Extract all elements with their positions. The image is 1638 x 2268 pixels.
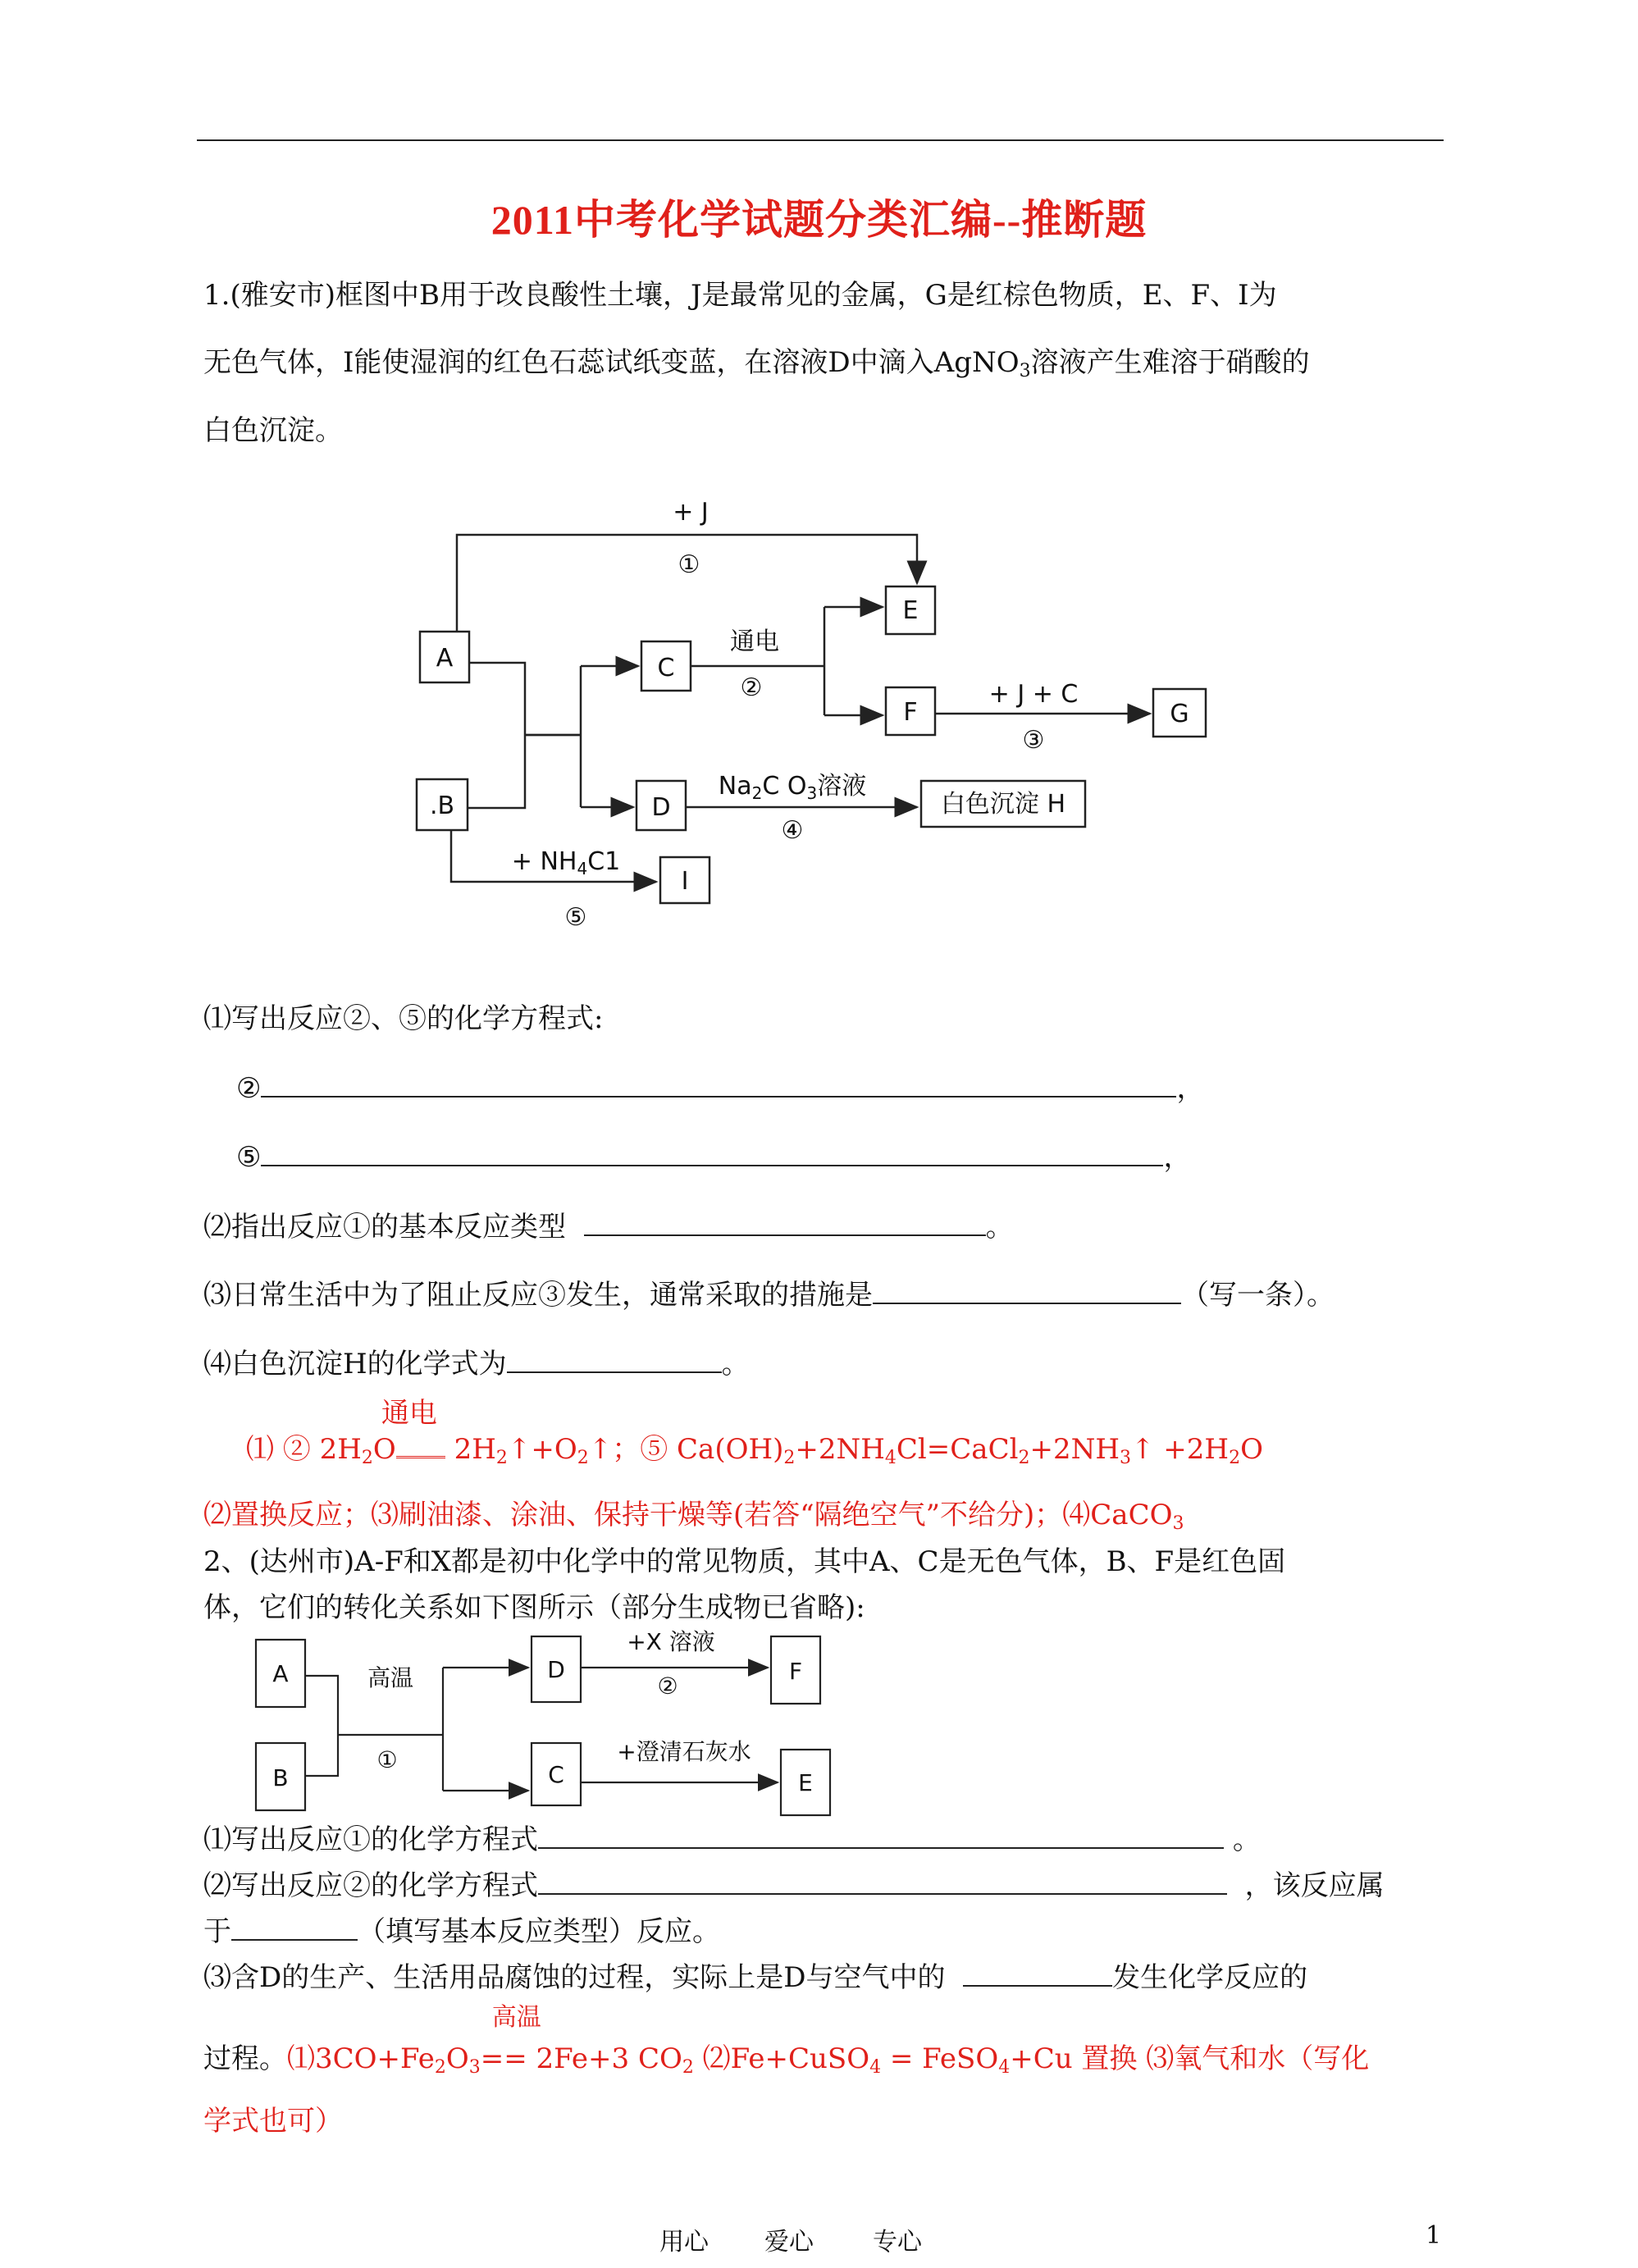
q1-sub2: ⑵指出反应①的基本反应类型 。 — [203, 1211, 1014, 1244]
q1-line1: 1.(雅安市)框图中B用于改良酸性土壤，J是最常见的金属，G是红棕色物质，E、F、I为 — [203, 279, 1277, 312]
q2-sub1: ⑴写出反应①的化学方程式 。 — [203, 1823, 1261, 1856]
q2-sub2: ⑵写出反应②的化学方程式 ，该反应属 — [203, 1869, 1385, 1902]
q2-line1: 2、(达州市)A-F和X都是初中化学中的常见物质，其中A、C是无色气体，B、F是红色固 — [203, 1545, 1286, 1578]
q1-sub3: ⑶日常生活中为了阻止反应③发生，通常采取的措施是 （写一条）。 — [203, 1279, 1335, 1312]
box-a-label: A — [436, 644, 454, 673]
q2-box-d-label: D — [547, 1656, 565, 1683]
box-g-label: G — [1170, 700, 1189, 728]
q2-label-num1: ① — [376, 1746, 398, 1773]
box-f-label: F — [903, 698, 918, 727]
q1-blank-2: ② ， — [236, 1072, 1205, 1105]
q2-label-x: +X 溶液 — [627, 1628, 715, 1655]
label-nh4cl: + $NH_4C1$ — [511, 847, 621, 878]
q2-box-b-label: B — [272, 1764, 289, 1791]
q2-box-a-label: A — [272, 1660, 289, 1687]
q2-box-c-label: C — [548, 1761, 564, 1788]
q2-answer-2: 学式也可） — [203, 2105, 343, 2138]
page-title: 2011中考化学试题分类汇编--推断题 — [490, 197, 1148, 243]
q2-diagram — [246, 1628, 837, 1817]
q2-answer-1: 过程。$⑴3CO+Fe_2O_3==$ 高温 2Fe+3 $CO_2$ ⑵Fe+CuSO$_4$ = FeSO$_4$+Cu 置换 ⑶氧气和水（写化 — [203, 2003, 1370, 2078]
q2-label-num2: ② — [657, 1672, 678, 1700]
q1-line3: 白色沉淀。 — [203, 414, 343, 447]
box-e-label: E — [902, 596, 919, 625]
q1-answer-1: ⑴ ② $2H_2O$ 通电 $2H_2↑+O_2↑$；⑤ $Ca(OH)_2+2NH_4Cl=CaCl_2+2NH_3↑ +2H_2O$ — [246, 1397, 1263, 1468]
page-number: 1 — [1426, 2221, 1442, 2250]
label-num1: ① — [678, 550, 700, 579]
box-h-label: 白色沉淀 H — [940, 790, 1066, 819]
label-num3: ③ — [1022, 726, 1045, 755]
q1-answer-2: ⑵置换反应；⑶刷油漆、涂油、保持干燥等(若答“隔绝空气”不给分)；⑷CaCO$_3$ — [203, 1499, 1184, 1534]
q2-label-lime: +澄清石灰水 — [617, 1738, 751, 1765]
footer-aixin: 爱心 — [764, 2228, 814, 2257]
label-num4: ④ — [781, 816, 804, 845]
q1-blank-5: ⑤ ， — [236, 1141, 1192, 1174]
label-plus-j: + J — [673, 498, 709, 527]
header-rule — [197, 139, 1444, 141]
box-b-label: .B — [429, 792, 455, 820]
box-d-label: D — [651, 793, 671, 822]
q2-sub2-line2: 于 （填写基本反应类型）反应。 — [203, 1915, 720, 1948]
label-num2: ② — [740, 673, 763, 702]
q2-line2: 体，它们的转化关系如下图所示（部分生成物已省略): — [203, 1591, 865, 1624]
q1-line2: 无色气体，I能使湿润的红色石蕊试纸变蓝，在溶液D中滴入AgNO$_3$溶液产生难溶于硝酸的 — [203, 346, 1310, 381]
q2-sub3: ⑶含D的生产、生活用品腐蚀的过程，实际上是D与空气中的 发生化学反应的 — [203, 1961, 1308, 1994]
q1-diagram — [394, 492, 1230, 927]
q2-box-e-label: E — [798, 1769, 813, 1796]
label-num5: ⑤ — [564, 903, 587, 927]
box-i-label: I — [681, 867, 689, 896]
label-plus-jc: + J + C — [988, 680, 1079, 709]
q2-label-gaowen: 高温 — [367, 1664, 414, 1691]
label-na2co3: $Na_2C$ $O_3$溶液 — [718, 772, 867, 803]
footer-zhuanxin: 专心 — [873, 2228, 922, 2257]
footer-yongxin: 用心 — [659, 2228, 709, 2257]
label-tongdian: 通电 — [730, 627, 779, 656]
q1-sub1: ⑴写出反应②、⑤的化学方程式: — [203, 1002, 604, 1035]
q1-sub4: ⑷白色沉淀H的化学式为 。 — [203, 1348, 750, 1380]
q2-box-f-label: F — [788, 1658, 803, 1685]
box-c-label: C — [657, 654, 675, 682]
